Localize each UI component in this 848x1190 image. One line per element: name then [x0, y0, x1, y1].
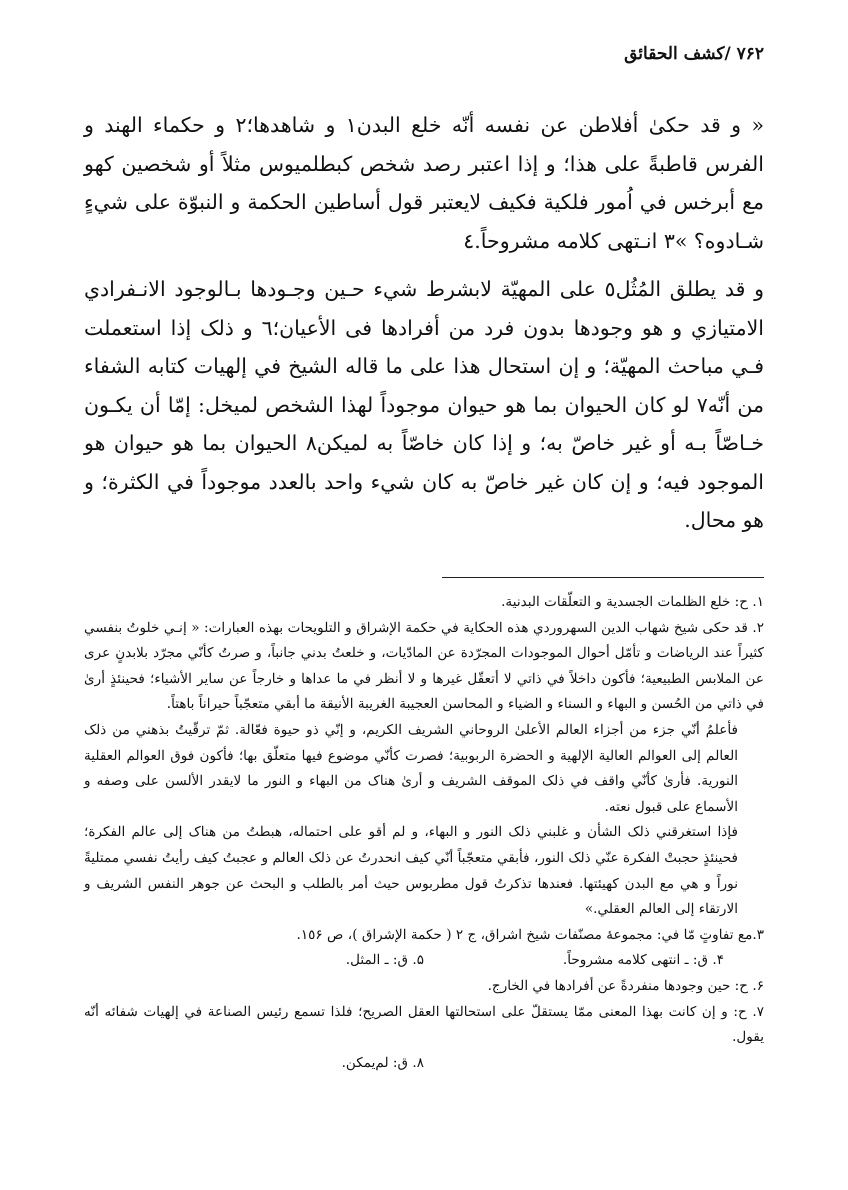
footnote-2: ٢. قد حکی شیخ شهاب الدین السهروردي هذه الحکایة في حکمة الإشراق و التلویحات بهذه العبارات: « إنـي خلوتُ بنفسي کثیراً عند الریاضات و تأمّل أحوال الموجودات المجرّدة عن المادّیات، و خلعتُ بدني جانباً، و صرتُ کأنّي مجرّد بلابدنٍ عری عن الملابس الطبیعیة؛ فأکون داخلاً في ذاتي لا أتعقّل غیرها و لا أنظر في ما عداها و خارجاً عن سایر الأشیاء؛ فحینئذٍ أریٰ في ذاتي من الحُسن و البهاء و السناء و الضیاء و المحاسن العجیبة الغریبة الأنیقة ما أبقي متعجّباً حیراناً باهتاً. [84, 619, 764, 713]
footnote-2-continued-1: فأعلمُ أنّي جزء من أجزاء العالم الأعلیٰ الروحاني الشریف الکریم، و إنّي ذو حیوة فعّالة. ثمّ ترقّیتُ بذهني من ذلک العالم إلی العوالم العالیة الإلهیة و الحضرة الربوبیة؛ فصرت کأنّي موضوع فیها متعلّق بها؛ فأکون فوق العوالم العقلیة النوریة. فأریٰ کأنّي واقف في ذلک الموقف الشریف و أریٰ هناک من البهاء و النور ما لایقدر الألسن علی وصفه و الأسماع علی قبول نعته. [84, 721, 738, 815]
running-head: ۷۶۲ /کشف الحقائق [624, 44, 764, 64]
footnote-6: ۶. ح: حین وجودها منفردةً عن أفرادها في الخارج. [487, 977, 764, 994]
main-paragraph-2: و قد یطلق المُثُل٥ علی المهیّة لابشرط شيء حـین وجـودها بـالوجود الانـفرادي الامتیازي و هو وجودها بدون فرد من أفرادها فی الأعیان؛٦ و ذلک إذا استعملت فـي مباحث المهیّة؛ و إن استحال هذا علی ما قاله الشیخ في إلهیات کتابه الشفاء من أنّه٧ لو کان الحیوان بما هو حیوان موجوداً لهذا الشخص لمیخل: إمّا أن یکـون خـاصّاً بـه أو غیر خاصّ به؛ و إذا کان خاصّاً به لمیکن٨ الحیوان بما هو حیوان هو الموجود فیه؛ و إن کان غیر خاصّ به کان شيء واحد بالعدد موجوداً في الکثرة؛ و هو محال. [84, 277, 764, 532]
footnote-8: ٨. ق: لم‌یمکن. [341, 1054, 424, 1071]
footnote-4: ۴. ق: ـ انتهی کلامه مشروحاً. [562, 952, 724, 969]
main-text [84, 106, 764, 550]
footnote-1: ١. ح: خلع الظلمات الجسدیة و التعلّقات البدنیة. [501, 594, 764, 610]
footnote-5: ۵. ق: ـ المثل. [345, 952, 424, 969]
footnote-2-continued-2: فإذا استغرقني ذلک الشأن و غلبني ذلک النور و البهاء، و لم أقو علی احتماله، هبطتُ من هناک إلی عالم الفکرة؛ فحینئذٍ حجبتْ الفکرة عنّي ذلک النور، فأبقي متعجّباً أنّي کیف انحدرتُ عن ذلک العالم و عجبتُ کیف رأیتُ نفسي ممتلیةً نوراً و هي مع البدن کهیئتها. فعندها تذکرتُ قول مطربوس حیث أمر بالطلب و البحث عن جوهر النفس الشریف و الارتقاء إلی العالم العقلي.» [84, 824, 738, 918]
main-paragraph-1: « و قد حکیٰ أفلاطن عن نفسه أنّه خلع البدن١ و شاهدها؛٢ و حکماء الهند و الفرس قاطبةً علی هذا؛ و إذا اعتبر رصد شخص کبطلمیوس مثلاً أو شخصین کهو مع أبرخس في اُمور فلکیة فکیف لایعتبر قول أساطین الحکمة و النبوّة علی شيءٍ شـادوه؟ »٣ انـتهی کلامه مشروحاً.٤ [84, 113, 765, 253]
footnote-3: ٣.مع تفاوتٍ مّا في: مجموعهٔ مصنّفات شیخ اشراق، ج ٢ ( حکمة الإشراق )، ص ١٥۶. [296, 926, 764, 943]
footnote-7: ٧. ح: و إن کانت بهذا المعنی ممّا یستقلّ علی استحالتها العقل الصریح؛ فلذا تسمع رئیس الصناعة في إلهیات شفائه أنّه یقول. [84, 1003, 764, 1046]
footnote-divider [442, 577, 764, 578]
footnote-row-4-5 [84, 948, 764, 974]
footnotes [84, 590, 764, 1076]
